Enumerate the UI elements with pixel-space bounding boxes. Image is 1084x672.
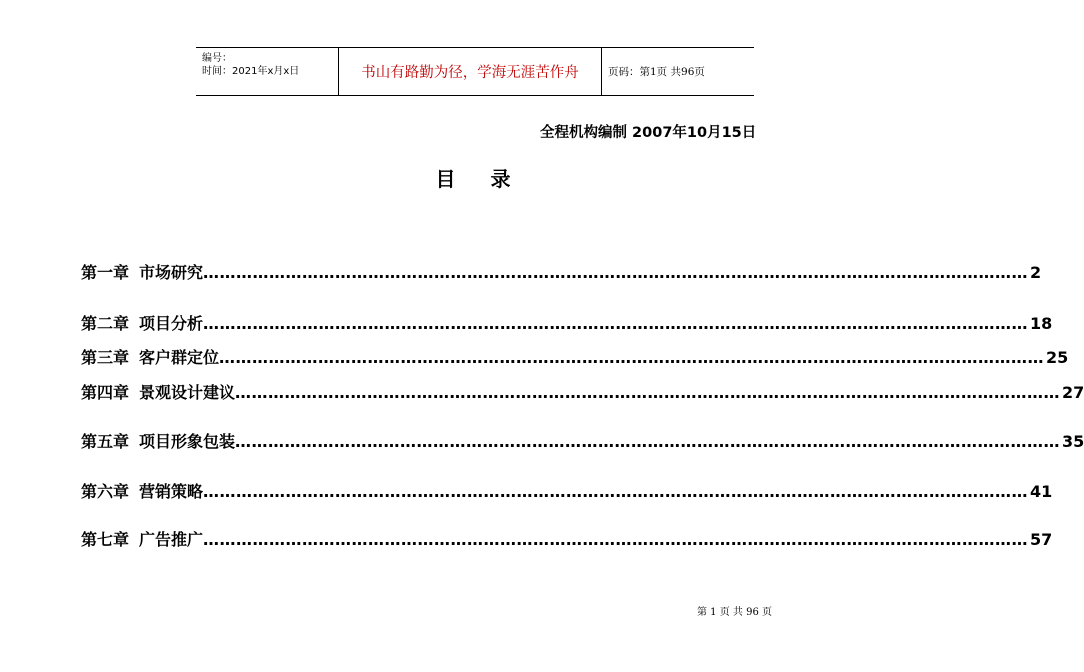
toc-leader-dots: …………………………………………………………………………………………………………………………………… (203, 263, 1029, 282)
toc-page-number: 35 (1062, 432, 1084, 451)
toc-page-number: 25 (1046, 348, 1069, 367)
toc-leader-dots: …………………………………………………………………………………………………………………………………… (235, 383, 1061, 402)
toc-entry[interactable] (81, 380, 1084, 403)
toc-chapter-title: 项目形象包装 (139, 432, 236, 451)
header-date-line: 时间：2021年x月x日 (202, 66, 300, 77)
page-header-table (196, 47, 754, 96)
toc-leader-dots: …………………………………………………………………………………………………………………………………… (235, 432, 1061, 451)
toc-entry[interactable] (81, 260, 1042, 283)
toc-chapter-number: 第三章 (81, 348, 130, 367)
toc-chapter-number: 第一章 (81, 263, 130, 282)
header-motto: 书山有路勤为径，学海无涯苦作舟 (338, 48, 602, 95)
toc-chapter-title: 广告推广 (139, 530, 204, 549)
footer-page-number: 第 1 页 共 96 页 (697, 607, 772, 618)
toc-chapter-title: 景观设计建议 (139, 383, 236, 402)
toc-chapter-title: 市场研究 (139, 263, 204, 282)
toc-title: 目 录 (435, 167, 525, 191)
toc-chapter-title: 项目分析 (139, 314, 204, 333)
toc-leader-dots: …………………………………………………………………………………………………………………………………… (219, 348, 1045, 367)
toc-chapter-number: 第七章 (81, 530, 130, 549)
toc-entry[interactable] (81, 345, 1069, 368)
toc-page-number: 57 (1030, 530, 1053, 549)
toc-leader-dots: …………………………………………………………………………………………………………………………………… (203, 482, 1029, 501)
toc-leader-dots: …………………………………………………………………………………………………………………………………… (203, 314, 1029, 333)
toc-page-number: 18 (1030, 314, 1053, 333)
toc-chapter-number: 第五章 (81, 432, 130, 451)
toc-entry[interactable] (81, 479, 1053, 502)
organization-date-line: 全程机构编制 2007年10月15日 (540, 125, 757, 141)
toc-entry[interactable] (81, 311, 1053, 334)
toc-leader-dots: …………………………………………………………………………………………………………………………………… (203, 530, 1029, 549)
toc-entry[interactable] (81, 429, 1084, 452)
toc-entry[interactable] (81, 527, 1053, 550)
toc-chapter-title: 客户群定位 (139, 348, 220, 367)
header-number-label: 编号： (202, 53, 232, 64)
header-meta-cell (196, 48, 338, 95)
toc-chapter-title: 营销策略 (139, 482, 204, 501)
toc-page-number: 41 (1030, 482, 1053, 501)
toc-page-number: 27 (1062, 383, 1084, 402)
toc-chapter-number: 第四章 (81, 383, 130, 402)
toc-page-number: 2 (1030, 263, 1042, 282)
header-page-info: 页码：第1页 共96页 (608, 66, 705, 78)
toc-chapter-number: 第六章 (81, 482, 130, 501)
toc-chapter-number: 第二章 (81, 314, 130, 333)
